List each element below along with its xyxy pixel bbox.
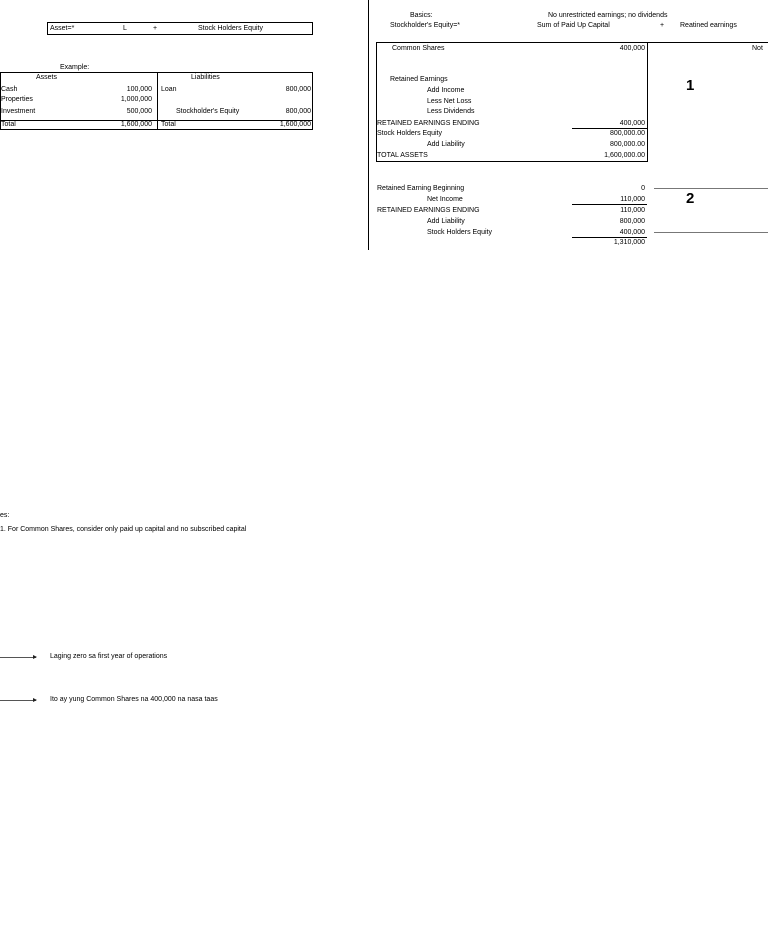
total-assets: TOTAL ASSETS: [377, 152, 428, 159]
equation-liabilities: L: [123, 25, 127, 32]
paid-up-label: Sum of Paid Up Capital: [537, 22, 610, 29]
less-dividends: Less Dividends: [427, 108, 475, 115]
row-equity-label: Stockholder's Equity: [176, 108, 240, 115]
assets-header: Assets: [36, 74, 58, 81]
notes-label: es:: [0, 512, 10, 519]
re-ending-value: 400,000: [619, 120, 645, 127]
row-investment-label: Investment: [1, 108, 36, 115]
marker-1: 1: [686, 77, 695, 94]
arrow-2: [0, 700, 36, 701]
annotation-2: Ito ay yung Common Shares na 400,000 na nasa taas: [50, 696, 218, 703]
equation-equity: Stock Holders Equity: [198, 25, 263, 32]
right-inner-left: [376, 42, 377, 162]
add-liability2: Add Liability: [427, 218, 465, 225]
se-label: Stockholder's Equity=*: [390, 22, 461, 29]
re-ending2-value: 110,000: [620, 207, 645, 214]
she2-pointer-line: [654, 232, 768, 233]
re-ending2: RETAINED EARNINGS ENDING: [377, 207, 480, 214]
equation-plus: +: [153, 25, 158, 32]
row-total-right-label: Total: [161, 121, 176, 128]
she2-label: Stock Holders Equity: [427, 229, 492, 236]
row-total-label: Total: [1, 121, 16, 128]
example-divider: [157, 72, 158, 130]
net-income-value: 110,000: [620, 196, 645, 203]
example-title: Example:: [60, 64, 90, 71]
add-income: Add Income: [427, 87, 465, 94]
basics-label: Basics:: [410, 12, 433, 19]
row-properties-value: 1,000,000: [120, 96, 152, 103]
arrow-1: [0, 657, 36, 658]
row-total-value: 1,600,000: [120, 121, 152, 128]
common-shares-value: 400,000: [619, 45, 645, 52]
row-loan-label: Loan: [161, 86, 177, 93]
add-liability: Add Liability: [427, 141, 465, 148]
note-1: 1. For Common Shares, consider only paid up capital and no subscribed capital: [0, 526, 247, 533]
reb-pointer-line: [654, 188, 768, 189]
equation-assets: Asset=*: [50, 25, 75, 32]
re-ending: RETAINED EARNINGS ENDING: [377, 120, 480, 127]
retained-label: Reatined earnings: [680, 22, 737, 29]
notes-cut-label: Not: [752, 45, 763, 52]
reb-value: 0: [641, 185, 645, 192]
row-investment-value: 500,000: [126, 108, 152, 115]
equation-box: [47, 22, 313, 35]
she-value: 800,000.00: [609, 130, 645, 137]
se-plus: +: [660, 22, 665, 29]
she2-value: 400,000: [619, 229, 645, 236]
net-income-rule: [572, 204, 647, 205]
row-cash-value: 100,000: [126, 86, 152, 93]
liabilities-header: Liabilities: [191, 74, 220, 81]
add-liability-value: 800,000.00: [609, 141, 645, 148]
annotation-1: Laging zero sa first year of operations: [50, 653, 168, 660]
reb-label: Retained Earning Beginning: [377, 185, 465, 192]
marker-2: 2: [686, 190, 695, 207]
final-total: 1,310,000: [613, 239, 645, 246]
row-cash-label: Cash: [1, 86, 18, 93]
total-assets-rule: [376, 161, 648, 162]
row-total-right-value: 1,600,000: [279, 121, 311, 128]
net-income: Net Income: [427, 196, 463, 203]
less-net-loss: Less Net Loss: [427, 98, 472, 105]
basics-value: No unrestricted earnings; no dividends: [548, 12, 668, 19]
row-equity-value: 800,000: [285, 108, 311, 115]
she-label: Stock Holders Equity: [377, 130, 442, 137]
common-shares-label: Common Shares: [392, 45, 445, 52]
row-loan-value: 800,000: [285, 86, 311, 93]
right-top-rule: [376, 42, 768, 43]
right-panel-border: [368, 0, 369, 250]
row-properties-label: Properties: [1, 96, 33, 103]
re-label: Retained Earnings: [390, 76, 448, 83]
total-assets-value: 1,600,000.00: [604, 152, 645, 159]
right-inner-right: [647, 42, 648, 162]
add-liability2-value: 800,000: [619, 218, 645, 225]
